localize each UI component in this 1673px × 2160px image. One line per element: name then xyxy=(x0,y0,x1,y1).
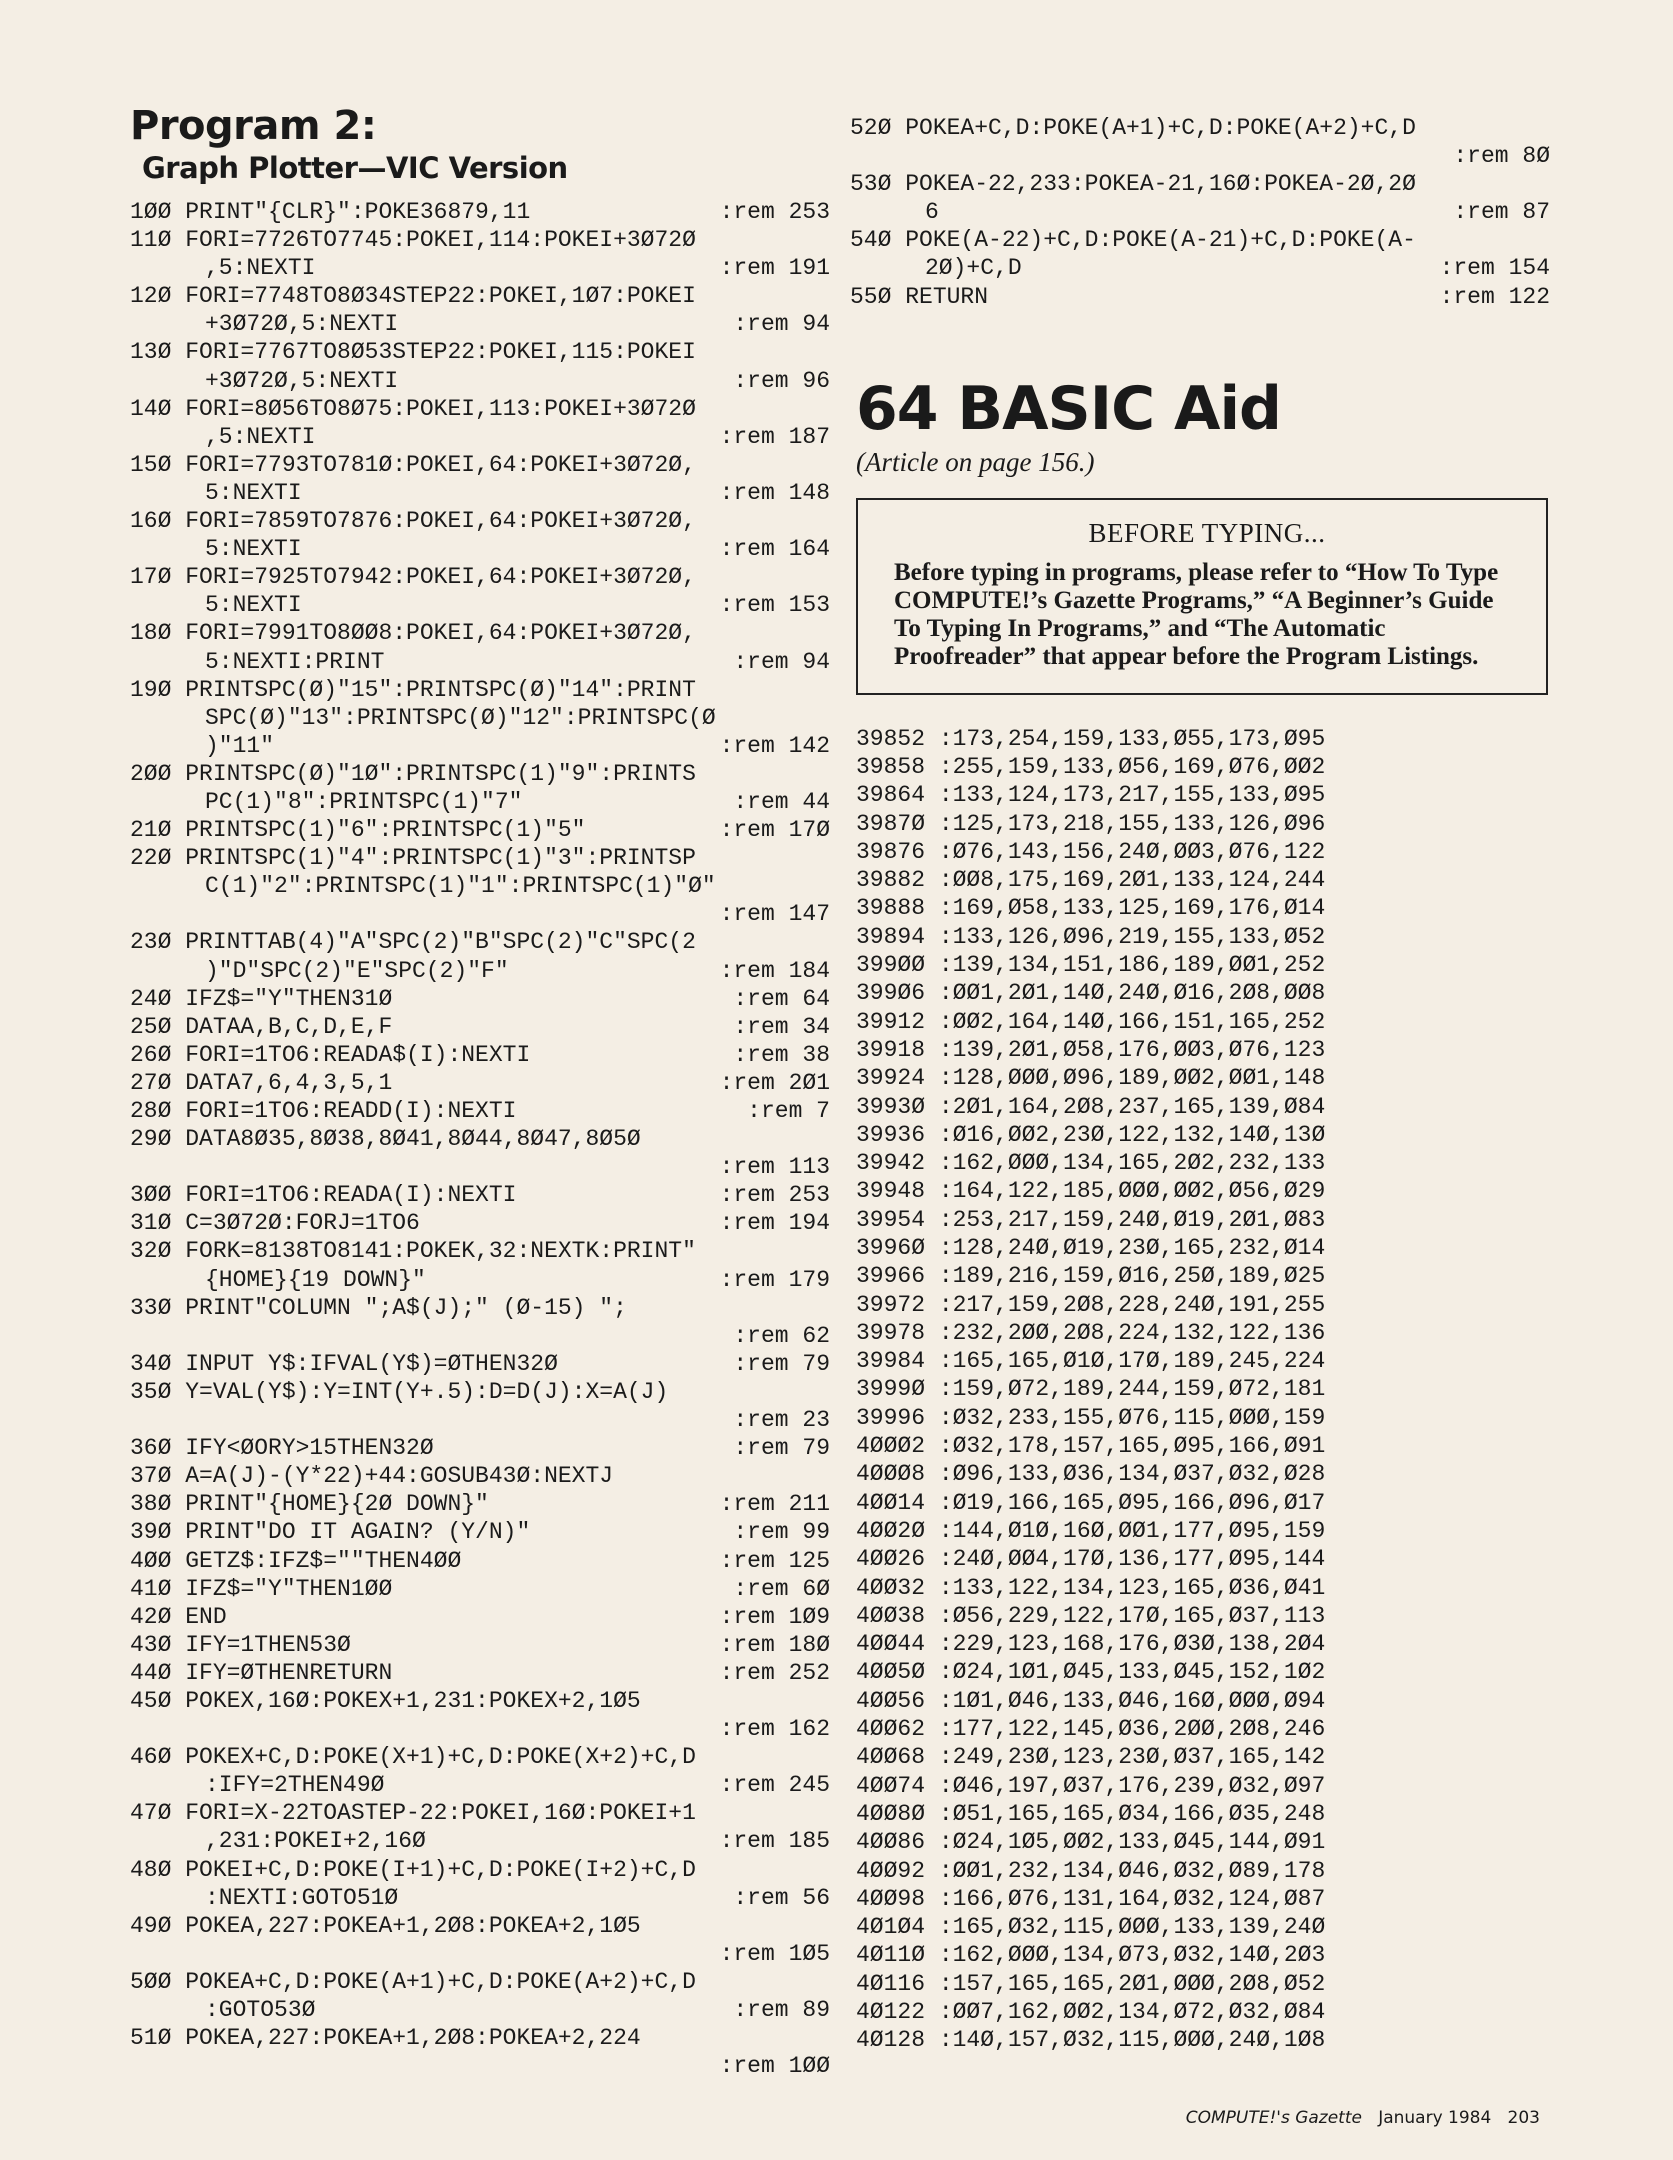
code-line-continuation xyxy=(130,957,830,985)
checksum-rem: :rem 18Ø xyxy=(719,1631,830,1658)
code-line-text xyxy=(130,985,830,1013)
program-listing xyxy=(130,198,830,2080)
footer-magazine: COMPUTE!'s Gazette xyxy=(1185,2108,1362,2128)
code-text: 15Ø FORI=7793TO781Ø:POKEI,64:POKEI+3Ø72Ø, xyxy=(130,451,696,478)
data-line: 4ØØ14 :Ø19,166,165,Ø95,166,Ø96,Ø17 xyxy=(856,1489,1326,1516)
checksum-rem: :rem 122 xyxy=(1439,283,1550,310)
code-line-text xyxy=(130,1856,830,1884)
data-line: 39858 :255,159,133,Ø56,169,Ø76,ØØ2 xyxy=(856,753,1326,780)
code-line-continuation xyxy=(130,1884,830,1912)
code-line-continuation xyxy=(130,310,830,338)
code-text: 49Ø POKEA,227:POKEA+1,2Ø8:POKEA+2,1Ø5 xyxy=(130,1912,641,1939)
code-line-text xyxy=(130,1968,830,1996)
code-line-text xyxy=(130,1013,830,1041)
code-line-text xyxy=(130,563,830,591)
code-line xyxy=(130,1378,830,1434)
code-text: )"11" xyxy=(205,732,275,759)
code-text: 4ØØ GETZ$:IFZ$=""THEN4ØØ xyxy=(130,1547,462,1574)
code-line-text xyxy=(130,2024,830,2052)
code-line xyxy=(130,1013,830,1041)
code-line-text xyxy=(130,1350,830,1378)
code-line-text xyxy=(130,1631,830,1659)
code-line-text xyxy=(130,1462,830,1490)
code-text: 45Ø POKEX,16Ø:POKEX+1,231:POKEX+2,1Ø5 xyxy=(130,1687,641,1714)
code-text: 3ØØ FORI=1TO6:READA(I):NEXTI xyxy=(130,1182,517,1209)
code-text: 53Ø POKEA-22,233:POKEA-21,16Ø:POKEA-2Ø,2Ø xyxy=(850,171,1416,198)
code-line-text xyxy=(130,1912,830,1940)
code-line-text xyxy=(130,816,830,844)
code-line-continuation xyxy=(130,254,830,282)
code-line xyxy=(130,1097,830,1125)
code-text: 39Ø PRINT"DO IT AGAIN? (Y/N)" xyxy=(130,1519,531,1546)
checksum-rem: :rem 99 xyxy=(733,1519,830,1546)
code-line xyxy=(130,226,830,282)
code-line-continuation xyxy=(850,254,1550,282)
code-line xyxy=(130,1799,830,1855)
data-line: 4Ø11Ø :162,ØØØ,134,Ø73,Ø32,14Ø,2Ø3 xyxy=(856,1942,1326,1969)
code-line-text xyxy=(130,395,830,423)
code-line xyxy=(130,2024,830,2080)
code-line xyxy=(130,338,830,394)
code-line xyxy=(130,1631,830,1659)
checksum-rem: :rem 1Ø5 xyxy=(719,1940,830,1967)
checksum-rem: :rem 211 xyxy=(719,1491,830,1518)
code-text: 5:NEXTI:PRINT xyxy=(205,648,385,675)
checksum-rem: :rem 34 xyxy=(733,1013,830,1040)
code-text: 54Ø POKE(A-22)+C,D:POKE(A-21)+C,D:POKE(A- xyxy=(850,227,1416,254)
checksum-rem: :rem 125 xyxy=(719,1547,830,1574)
data-line: 39984 :165,165,Ø1Ø,17Ø,189,245,224 xyxy=(856,1348,1326,1375)
code-line xyxy=(130,1041,830,1069)
code-line xyxy=(130,563,830,619)
checksum-rem: :rem 6Ø xyxy=(733,1575,830,1602)
code-text: 52Ø POKEA+C,D:POKE(A+1)+C,D:POKE(A+2)+C,D xyxy=(850,115,1416,141)
code-line-text xyxy=(130,619,830,647)
code-text: {HOME}{19 DOWN}" xyxy=(205,1266,426,1293)
code-text: C(1)"2":PRINTSPC(1)"1":PRINTSPC(1)"Ø" xyxy=(205,873,716,900)
checksum-rem: :rem 94 xyxy=(733,648,830,675)
code-text: 51Ø POKEA,227:POKEA+1,2Ø8:POKEA+2,224 xyxy=(130,2025,641,2052)
checksum-rem: :rem 245 xyxy=(719,1772,830,1799)
code-line-text xyxy=(850,170,1550,198)
data-line: 4ØØ74 :Ø46,197,Ø37,176,239,Ø32,Ø97 xyxy=(856,1772,1326,1799)
code-text: 31Ø C=3Ø72Ø:FORJ=1TO6 xyxy=(130,1210,420,1237)
code-line xyxy=(130,1490,830,1518)
checksum-rem: :rem 253 xyxy=(719,1182,830,1209)
checksum-rem: :rem 79 xyxy=(733,1435,830,1462)
code-line xyxy=(130,1659,830,1687)
code-text: 25Ø DATAA,B,C,D,E,F xyxy=(130,1013,393,1040)
data-line: 4ØØ5Ø :Ø24,1Ø1,Ø45,133,Ø45,152,1Ø2 xyxy=(856,1659,1326,1686)
data-line: 4ØØ32 :133,122,134,123,165,Ø36,Ø41 xyxy=(856,1574,1326,1601)
code-line-text xyxy=(130,1687,830,1715)
code-line xyxy=(130,816,830,844)
code-line-text xyxy=(850,283,1550,311)
code-text: 48Ø POKEI+C,D:POKE(I+1)+C,D:POKE(I+2)+C,D xyxy=(130,1856,696,1883)
code-text: )"D"SPC(2)"E"SPC(2)"F" xyxy=(205,957,509,984)
code-text: 5:NEXTI xyxy=(205,479,302,506)
data-line: 39876 :Ø76,143,156,24Ø,ØØ3,Ø76,122 xyxy=(856,838,1326,865)
checksum-rem: :rem 191 xyxy=(719,255,830,282)
data-line: 39882 :ØØ8,175,169,2Ø1,133,124,244 xyxy=(856,867,1326,894)
code-text: 5:NEXTI xyxy=(205,536,302,563)
code-line xyxy=(130,928,830,984)
checksum-rem: :rem 64 xyxy=(733,985,830,1012)
code-line xyxy=(130,1350,830,1378)
code-text: 14Ø FORI=8Ø56TO8Ø75:POKEI,113:POKEI+3Ø72Ø xyxy=(130,395,696,422)
code-text: 47Ø FORI=X-22TOASTEP-22:POKEI,16Ø:POKEI+1 xyxy=(130,1800,696,1827)
code-text: 24Ø IFZ$="Y"THEN31Ø xyxy=(130,985,393,1012)
checksum-rem: :rem 142 xyxy=(719,732,830,759)
program-subtitle: Graph Plotter—VIC Version xyxy=(142,151,568,185)
code-line-text xyxy=(130,451,830,479)
code-line-continuation xyxy=(130,648,830,676)
data-line: 4ØØ98 :166,Ø76,131,164,Ø32,124,Ø87 xyxy=(856,1885,1326,1912)
code-text: 5:NEXTI xyxy=(205,592,302,619)
code-text: 2ØØ PRINTSPC(Ø)"1Ø":PRINTSPC(1)"9":PRINTS xyxy=(130,760,696,787)
code-line-continuation xyxy=(130,732,830,760)
checksum-rem: :rem 164 xyxy=(719,536,830,563)
code-text: 11Ø FORI=7726TO7745:POKEI,114:POKEI+3Ø72Ø xyxy=(130,227,696,254)
code-line xyxy=(130,1518,830,1546)
code-line-text xyxy=(130,1575,830,1603)
code-text: 37Ø A=A(J)-(Y*22)+44:GOSUB43Ø:NEXTJ xyxy=(130,1463,614,1490)
code-line-continuation xyxy=(850,198,1550,226)
article-title: 64 BASIC Aid xyxy=(856,373,1281,444)
code-line xyxy=(130,1547,830,1575)
data-line: 39924 :128,ØØØ,Ø96,189,ØØ2,ØØ1,148 xyxy=(856,1065,1326,1092)
code-text: 55Ø RETURN xyxy=(850,283,989,310)
code-line xyxy=(130,844,830,928)
data-line: 4ØØ86 :Ø24,1Ø5,ØØ2,133,Ø45,144,Ø91 xyxy=(856,1829,1326,1856)
right-column xyxy=(850,114,1550,2055)
code-line xyxy=(850,114,1550,170)
code-line xyxy=(130,1125,830,1181)
checksum-rem: :rem 184 xyxy=(719,957,830,984)
code-line xyxy=(130,1237,830,1293)
checksum-rem: :rem 113 xyxy=(719,1154,830,1181)
program-title: Program 2: xyxy=(130,103,377,149)
data-line: 3996Ø :128,24Ø,Ø19,23Ø,165,232,Ø14 xyxy=(856,1235,1326,1261)
checksum-rem: :rem 185 xyxy=(719,1828,830,1855)
data-line: 39864 :133,124,173,217,155,133,Ø95 xyxy=(856,782,1326,809)
code-line-text xyxy=(850,226,1550,254)
code-text: 19Ø PRINTSPC(Ø)"15":PRINTSPC(Ø)"14":PRINT xyxy=(130,676,696,703)
code-line xyxy=(130,1687,830,1743)
code-line xyxy=(130,1575,830,1603)
code-line xyxy=(130,1294,830,1350)
code-line xyxy=(130,198,830,226)
checksum-rem: :rem 89 xyxy=(733,1997,830,2023)
code-line xyxy=(130,619,830,675)
notice-heading: BEFORE TYPING... xyxy=(1088,517,1326,548)
code-line-text xyxy=(130,226,830,254)
code-text: 29Ø DATA8Ø35,8Ø38,8Ø41,8Ø44,8Ø47,8Ø5Ø xyxy=(130,1126,641,1153)
data-line: 3987Ø :125,173,218,155,133,126,Ø96 xyxy=(856,810,1326,837)
data-line: 4ØØ8Ø :Ø51,165,165,Ø34,166,Ø35,248 xyxy=(856,1800,1326,1827)
checksum-rem: :rem 8Ø xyxy=(1453,143,1550,170)
code-line-text xyxy=(130,1518,830,1546)
code-text: 6 xyxy=(925,199,939,226)
code-line xyxy=(130,1462,830,1490)
code-line-continuation xyxy=(130,1827,830,1855)
data-line: 39948 :164,122,185,ØØØ,ØØ2,Ø56,Ø29 xyxy=(856,1178,1326,1205)
code-line-text xyxy=(130,1434,830,1462)
code-text: 41Ø IFZ$="Y"THEN1ØØ xyxy=(130,1575,393,1602)
code-text: 12Ø FORI=7748TO8Ø34STEP22:POKEI,1Ø7:POKEI xyxy=(130,283,696,310)
checksum-rem: :rem 94 xyxy=(733,311,830,338)
page-footer xyxy=(1186,2108,1540,2128)
code-text: 2Ø)+C,D xyxy=(925,255,1022,282)
code-line xyxy=(130,1069,830,1097)
code-line-continuation xyxy=(130,704,830,732)
data-line: 39954 :253,217,159,24Ø,Ø19,2Ø1,Ø83 xyxy=(856,1206,1326,1233)
data-line: 3993Ø :2Ø1,164,2Ø8,237,165,139,Ø84 xyxy=(856,1093,1326,1120)
code-text: ,5:NEXTI xyxy=(205,255,316,282)
checksum-rem: :rem 23 xyxy=(733,1407,830,1434)
code-line-text xyxy=(850,114,1550,142)
code-line-text xyxy=(130,928,830,956)
code-line-text xyxy=(130,1209,830,1237)
code-line xyxy=(130,1912,830,1968)
data-line: 4ØØØ2 :Ø32,178,157,165,Ø95,166,Ø91 xyxy=(856,1433,1326,1460)
checksum-rem: :rem 1ØØ xyxy=(719,2053,830,2080)
data-line: 39966 :189,216,159,Ø16,25Ø,189,Ø25 xyxy=(856,1263,1326,1290)
checksum-rem: :rem 154 xyxy=(1439,255,1550,282)
checksum-rem: :rem 96 xyxy=(733,367,830,394)
checksum-rem: :rem 1Ø9 xyxy=(719,1603,830,1630)
data-line: 39942 :162,ØØØ,134,165,2Ø2,232,133 xyxy=(856,1150,1326,1177)
code-line-text xyxy=(130,198,830,226)
code-line-continuation xyxy=(130,1996,830,2024)
checksum-rem: :rem 162 xyxy=(719,1716,830,1743)
data-listing xyxy=(856,725,1550,2055)
code-text: +3Ø72Ø,5:NEXTI xyxy=(205,367,399,394)
data-line: 3999Ø :159,Ø72,189,244,159,Ø72,181 xyxy=(856,1376,1326,1403)
code-text: 44Ø IFY=ØTHENRETURN xyxy=(130,1659,393,1686)
data-line: 39912 :ØØ2,164,14Ø,166,151,165,252 xyxy=(856,1008,1326,1035)
code-text: :NEXTI:GOTO51Ø xyxy=(205,1884,399,1911)
code-line xyxy=(130,1209,830,1237)
checksum-rem: :rem 44 xyxy=(733,788,830,815)
program-listing-continued xyxy=(850,114,1550,311)
code-line-text xyxy=(130,1603,830,1631)
code-line xyxy=(130,1434,830,1462)
code-text: 5ØØ POKEA+C,D:POKE(A+1)+C,D:POKE(A+2)+C,D xyxy=(130,1968,696,1995)
checksum-rem: :rem 153 xyxy=(719,592,830,619)
code-line xyxy=(130,1603,830,1631)
code-line xyxy=(130,676,830,760)
data-line: 39972 :217,159,2Ø8,228,24Ø,191,255 xyxy=(856,1291,1326,1318)
data-line: 39996 :Ø32,233,155,Ø76,115,ØØØ,159 xyxy=(856,1404,1326,1431)
data-line: 4ØØ68 :249,23Ø,123,23Ø,Ø37,165,142 xyxy=(856,1744,1326,1771)
code-line-continuation xyxy=(130,788,830,816)
code-text: ,231:POKEI+2,16Ø xyxy=(205,1828,426,1855)
code-line-text xyxy=(130,760,830,788)
checksum-rem: :rem 194 xyxy=(719,1210,830,1237)
code-text: 21Ø PRINTSPC(1)"6":PRINTSPC(1)"5" xyxy=(130,817,586,844)
code-line-text xyxy=(130,1069,830,1097)
code-text: 43Ø IFY=1THEN53Ø xyxy=(130,1631,351,1658)
code-line-text xyxy=(130,1490,830,1518)
code-line xyxy=(850,170,1550,226)
code-text: 32Ø FORK=8138TO8141:POKEK,32:NEXTK:PRINT" xyxy=(130,1238,696,1265)
code-line-text xyxy=(130,1743,830,1771)
code-text: 17Ø FORI=7925TO7942:POKEI,64:POKEI+3Ø72Ø, xyxy=(130,564,696,591)
code-line xyxy=(130,451,830,507)
code-line xyxy=(130,395,830,451)
code-text: 34Ø INPUT Y$:IFVAL(Y$)=ØTHEN32Ø xyxy=(130,1350,558,1377)
code-line xyxy=(130,507,830,563)
code-line-continuation xyxy=(130,591,830,619)
data-line: 39978 :232,2ØØ,2Ø8,224,132,122,136 xyxy=(856,1319,1326,1346)
data-line: 4Ø122 :ØØ7,162,ØØ2,134,Ø72,Ø32,Ø84 xyxy=(856,1999,1326,2026)
code-text: 1ØØ PRINT"{CLR}":POKE36879,11 xyxy=(130,199,531,225)
code-line-text xyxy=(130,338,830,366)
code-text: :GOTO53Ø xyxy=(205,1997,316,2023)
checksum-rem: :rem 62 xyxy=(733,1322,830,1349)
data-line: 4Ø1Ø4 :165,Ø32,115,ØØØ,133,139,24Ø xyxy=(856,1914,1326,1941)
code-line-continuation xyxy=(130,367,830,395)
code-text: 18Ø FORI=7991TO8ØØ8:POKEI,64:POKEI+3Ø72Ø, xyxy=(130,620,696,647)
checksum-rem: :rem 79 xyxy=(733,1350,830,1377)
data-line: 4ØØ26 :24Ø,ØØ4,17Ø,136,177,Ø95,144 xyxy=(856,1546,1326,1573)
code-text: ,5:NEXTI xyxy=(205,423,316,450)
data-line: 4ØØ44 :229,123,168,176,Ø3Ø,138,2Ø4 xyxy=(856,1631,1326,1658)
data-line: 4ØØ92 :ØØ1,232,134,Ø46,Ø32,Ø89,178 xyxy=(856,1857,1326,1884)
code-line xyxy=(130,1968,830,2024)
code-line-continuation xyxy=(130,423,830,451)
data-line: 39894 :133,126,Ø96,219,155,133,Ø52 xyxy=(856,923,1326,950)
code-line xyxy=(130,1181,830,1209)
footer-page-number: 203 xyxy=(1507,2108,1540,2128)
checksum-rem: :rem 38 xyxy=(733,1041,830,1068)
code-text: PC(1)"8":PRINTSPC(1)"7" xyxy=(205,788,523,815)
checksum-rem: :rem 7 xyxy=(747,1098,830,1124)
data-line: 39888 :169,Ø58,133,125,169,176,Ø14 xyxy=(856,895,1326,922)
code-text: 46Ø POKEX+C,D:POKE(X+1)+C,D:POKE(X+2)+C,D xyxy=(130,1744,696,1771)
code-line xyxy=(130,985,830,1013)
checksum-rem: :rem 253 xyxy=(719,199,830,225)
code-line-text xyxy=(130,282,830,310)
checksum-rem: :rem 87 xyxy=(1453,199,1550,226)
code-text: 23Ø PRINTTAB(4)"A"SPC(2)"B"SPC(2)"C"SPC(2 xyxy=(130,929,696,956)
code-line-text xyxy=(130,1547,830,1575)
code-line-text xyxy=(130,1659,830,1687)
notice-body: Before typing in programs, please refer to “How To Type COMPUTE!’s Gazette Programs,” “A Beginner’s Guide To Typing In Programs,” and “The Automatic Proofreader” that appear before the Program Listings. xyxy=(894,558,1499,670)
checksum-rem: :rem 147 xyxy=(719,901,830,928)
data-line: 4ØØØ8 :Ø96,133,Ø36,134,Ø37,Ø32,Ø28 xyxy=(856,1461,1326,1488)
code-line-text xyxy=(130,1799,830,1827)
data-line: 4Ø128 :14Ø,157,Ø32,115,ØØØ,24Ø,1Ø8 xyxy=(856,2027,1326,2054)
checksum-rem: :rem 252 xyxy=(719,1659,830,1686)
data-line: 4Ø116 :157,165,165,2Ø1,ØØØ,2Ø8,Ø52 xyxy=(856,1970,1326,1997)
code-line-text xyxy=(130,844,830,872)
code-text: 36Ø IFY<ØORY>15THEN32Ø xyxy=(130,1435,434,1462)
code-line-continuation xyxy=(130,1771,830,1799)
article-reference: (Article on page 156.) xyxy=(856,446,1095,477)
code-text: 13Ø FORI=7767TO8Ø53STEP22:POKEI,115:POKEI xyxy=(130,339,696,366)
code-line-text xyxy=(130,1041,830,1069)
code-line-text xyxy=(130,1181,830,1209)
footer-date: January 1984 xyxy=(1378,2108,1492,2128)
code-line-text xyxy=(130,1237,830,1265)
data-line: 4ØØ2Ø :144,Ø1Ø,16Ø,ØØ1,177,Ø95,159 xyxy=(856,1517,1326,1544)
data-line: 4ØØ38 :Ø56,229,122,17Ø,165,Ø37,113 xyxy=(856,1602,1326,1629)
code-text: 42Ø END xyxy=(130,1603,227,1630)
code-text: 22Ø PRINTSPC(1)"4":PRINTSPC(1)"3":PRINTSP xyxy=(130,845,696,872)
data-line: 39936 :Ø16,ØØ2,23Ø,122,132,14Ø,13Ø xyxy=(856,1121,1326,1148)
data-line: 39852 :173,254,159,133,Ø55,173,Ø95 xyxy=(856,725,1326,752)
code-line-text xyxy=(130,676,830,704)
code-line xyxy=(850,226,1550,282)
code-text: 28Ø FORI=1TO6:READD(I):NEXTI xyxy=(130,1098,517,1124)
code-text: SPC(Ø)"13":PRINTSPC(Ø)"12":PRINTSPC(Ø xyxy=(205,704,716,731)
data-line: 39918 :139,2Ø1,Ø58,176,ØØ3,Ø76,123 xyxy=(856,1036,1326,1063)
data-line: 399ØØ :139,134,151,186,189,ØØ1,252 xyxy=(856,952,1326,979)
code-line-text xyxy=(130,1125,830,1153)
code-text: 38Ø PRINT"{HOME}{2Ø DOWN}" xyxy=(130,1491,489,1518)
checksum-rem: :rem 17Ø xyxy=(719,817,830,844)
checksum-rem: :rem 179 xyxy=(719,1266,830,1293)
code-line-continuation xyxy=(130,872,830,900)
checksum-rem: :rem 148 xyxy=(719,479,830,506)
program2-column xyxy=(130,102,830,2080)
code-line xyxy=(130,1743,830,1799)
checksum-rem: :rem 187 xyxy=(719,423,830,450)
code-line xyxy=(850,283,1550,311)
code-text: 27Ø DATA7,6,4,3,5,1 xyxy=(130,1069,393,1096)
code-text: +3Ø72Ø,5:NEXTI xyxy=(205,311,399,338)
data-line: 4ØØ56 :1Ø1,Ø46,133,Ø46,16Ø,ØØØ,Ø94 xyxy=(856,1687,1326,1714)
code-line-text xyxy=(130,1378,830,1406)
code-line-continuation xyxy=(130,535,830,563)
checksum-rem: :rem 56 xyxy=(733,1884,830,1911)
code-line xyxy=(130,760,830,816)
code-line xyxy=(130,1856,830,1912)
checksum-rem: :rem 2Ø1 xyxy=(719,1069,830,1096)
code-line-continuation xyxy=(130,479,830,507)
data-line: 4ØØ62 :177,122,145,Ø36,2ØØ,2Ø8,246 xyxy=(856,1716,1326,1743)
code-line-text xyxy=(130,507,830,535)
code-line xyxy=(130,282,830,338)
code-text: 33Ø PRINT"COLUMN ";A$(J);" (Ø-15) "; xyxy=(130,1294,627,1321)
code-text: :IFY=2THEN49Ø xyxy=(205,1772,385,1799)
code-text: 35Ø Y=VAL(Y$):Y=INT(Y+.5):D=D(J):X=A(J) xyxy=(130,1378,669,1405)
code-line-text xyxy=(130,1294,830,1322)
data-line: 399Ø6 :ØØ1,2Ø1,14Ø,24Ø,Ø16,2Ø8,ØØ8 xyxy=(856,980,1326,1007)
code-text: 16Ø FORI=7859TO7876:POKEI,64:POKEI+3Ø72Ø, xyxy=(130,508,696,535)
code-text: 26Ø FORI=1TO6:READA$(I):NEXTI xyxy=(130,1041,531,1068)
code-line-continuation xyxy=(130,1266,830,1294)
code-line-text xyxy=(130,1097,830,1125)
before-typing-box xyxy=(856,498,1548,695)
